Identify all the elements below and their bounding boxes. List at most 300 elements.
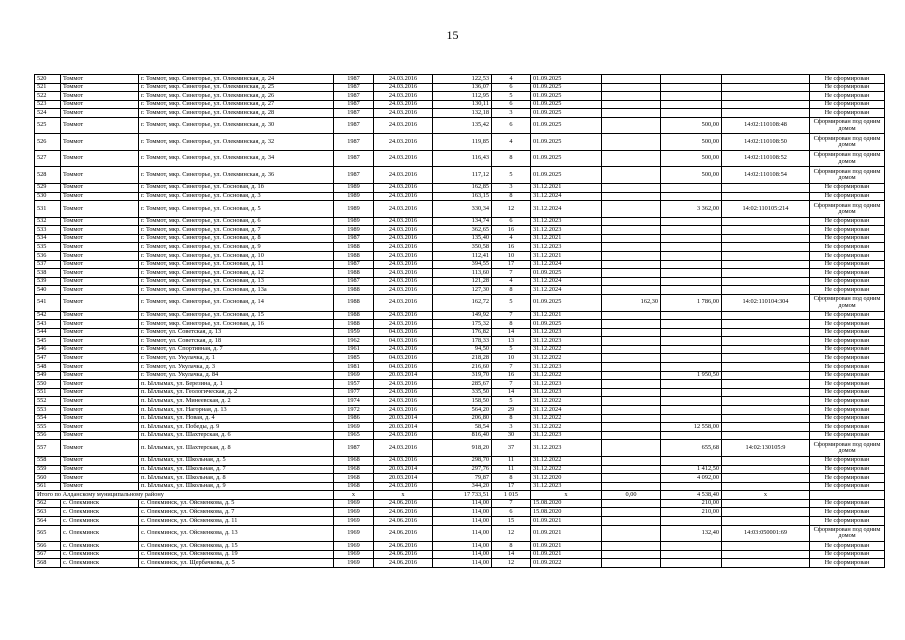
cell-no: 540 — [35, 286, 61, 295]
total-c10: 4 538,40 — [661, 491, 722, 500]
cell-deadline: 15.08.2020 — [531, 499, 602, 508]
cell-date: 24.03.2016 — [374, 134, 433, 151]
cell-addr: г. Томмот, мкр. Синегорье, ул. Олекминская, д. 28 — [139, 109, 334, 118]
cell-n: 5 — [492, 397, 531, 406]
cell-c9 — [602, 337, 661, 346]
cell-loc: с. Олекминск — [61, 525, 139, 542]
cell-date: 24.03.2016 — [374, 406, 433, 415]
table-row — [35, 320, 885, 329]
cell-no: 556 — [35, 431, 61, 440]
cell-c9 — [602, 134, 661, 151]
cell-c10 — [661, 388, 722, 397]
table-row — [35, 117, 885, 134]
cell-area: 350,58 — [433, 243, 492, 252]
cell-loc: Томмот — [61, 388, 139, 397]
cell-no: 558 — [35, 456, 61, 465]
cell-year: 1969 — [334, 550, 374, 559]
cell-c10 — [661, 192, 722, 201]
cell-loc: Томмот — [61, 456, 139, 465]
table-row — [35, 431, 885, 440]
table-row — [35, 328, 885, 337]
cell-date: 24.03.2016 — [374, 183, 433, 192]
cell-loc: Томмот — [61, 226, 139, 235]
cell-n: 15 — [492, 517, 531, 526]
cell-year: 1988 — [334, 311, 374, 320]
cell-area: 163,15 — [433, 192, 492, 201]
cell-c11 — [722, 508, 810, 517]
cell-area: 79,87 — [433, 474, 492, 483]
cell-c9 — [602, 397, 661, 406]
cell-area: 216,60 — [433, 363, 492, 372]
cell-loc: Томмот — [61, 134, 139, 151]
cell-date: 24.03.2016 — [374, 100, 433, 109]
cell-n: 4 — [492, 134, 531, 151]
cell-c9 — [602, 109, 661, 118]
cell-c9 — [602, 482, 661, 491]
cell-c9 — [602, 371, 661, 380]
cell-addr: г. Томмот, ул. Советская, д. 13 — [139, 328, 334, 337]
cell-c9 — [602, 499, 661, 508]
cell-date: 24.03.2016 — [374, 109, 433, 118]
cell-deadline: 01.09.2022 — [531, 559, 602, 568]
cell-c9 — [602, 192, 661, 201]
cell-n: 4 — [492, 75, 531, 84]
cell-c10: 1 950,50 — [661, 371, 722, 380]
cell-c11: 14:02:130105:9 — [722, 440, 810, 457]
cell-loc: Томмот — [61, 92, 139, 101]
cell-n: 29 — [492, 406, 531, 415]
cell-status: Не сформирован — [810, 286, 885, 295]
cell-c10 — [661, 260, 722, 269]
cell-status: Не сформирован — [810, 406, 885, 415]
cell-c10 — [661, 83, 722, 92]
cell-c10 — [661, 328, 722, 337]
cell-status: Не сформирован — [810, 192, 885, 201]
cell-c11: 14:02:110108:50 — [722, 134, 810, 151]
cell-status: Не сформирован — [810, 345, 885, 354]
cell-c9 — [602, 167, 661, 184]
cell-date: 24.03.2016 — [374, 388, 433, 397]
cell-c10: 1 412,50 — [661, 465, 722, 474]
table-row — [35, 226, 885, 235]
cell-addr: г. Томмот, мкр. Синегорье, ул. Сосновая, д. 11 — [139, 260, 334, 269]
cell-c10 — [661, 109, 722, 118]
cell-c9 — [602, 380, 661, 389]
cell-deadline: 01.09.2025 — [531, 92, 602, 101]
cell-year: 1987 — [334, 83, 374, 92]
cell-date: 24.03.2016 — [374, 380, 433, 389]
cell-year: 1988 — [334, 320, 374, 329]
cell-no: 566 — [35, 542, 61, 551]
cell-n: 8 — [492, 320, 531, 329]
cell-year: 1959 — [334, 328, 374, 337]
cell-no: 564 — [35, 517, 61, 526]
cell-year: 1988 — [334, 295, 374, 312]
cell-c10 — [661, 542, 722, 551]
cell-deadline: 31.12.2022 — [531, 345, 602, 354]
cell-loc: Томмот — [61, 431, 139, 440]
cell-c10 — [661, 517, 722, 526]
cell-year: 1957 — [334, 380, 374, 389]
cell-c10 — [661, 456, 722, 465]
cell-c9 — [602, 508, 661, 517]
total-year: х — [334, 491, 374, 500]
cell-year: 1989 — [334, 183, 374, 192]
table-row — [35, 109, 885, 118]
table-row — [35, 311, 885, 320]
cell-c9 — [602, 456, 661, 465]
cell-no: 551 — [35, 388, 61, 397]
cell-addr: г. Томмот, мкр. Синегорье, ул. Сосновая, д. 8 — [139, 234, 334, 243]
cell-c9 — [602, 260, 661, 269]
table-row — [35, 508, 885, 517]
cell-loc: Томмот — [61, 474, 139, 483]
cell-area: 135,42 — [433, 117, 492, 134]
table-row — [35, 525, 885, 542]
cell-no: 521 — [35, 83, 61, 92]
cell-deadline: 01.09.2025 — [531, 100, 602, 109]
cell-area: 116,43 — [433, 150, 492, 167]
cell-year: 1987 — [334, 134, 374, 151]
cell-c10 — [661, 559, 722, 568]
cell-loc: Томмот — [61, 328, 139, 337]
cell-loc: Томмот — [61, 75, 139, 84]
cell-n: 8 — [492, 286, 531, 295]
cell-c11 — [722, 371, 810, 380]
cell-c9 — [602, 92, 661, 101]
cell-c11 — [722, 320, 810, 329]
cell-c10 — [661, 550, 722, 559]
cell-c10 — [661, 234, 722, 243]
cell-n: 6 — [492, 217, 531, 226]
table-row — [35, 269, 885, 278]
cell-deadline: 01.09.2025 — [531, 117, 602, 134]
cell-c10: 1 786,00 — [661, 295, 722, 312]
cell-no: 538 — [35, 269, 61, 278]
cell-date: 24.03.2016 — [374, 201, 433, 218]
cell-c9 — [602, 559, 661, 568]
cell-date: 24.03.2016 — [374, 311, 433, 320]
cell-year: 1987 — [334, 117, 374, 134]
cell-n: 5 — [492, 345, 531, 354]
cell-status: Не сформирован — [810, 243, 885, 252]
cell-c9 — [602, 423, 661, 432]
cell-addr: г. Томмот, мкр. Синегорье, ул. Сосновая, д. 5 — [139, 201, 334, 218]
cell-status: Не сформирован — [810, 269, 885, 278]
cell-no: 526 — [35, 134, 61, 151]
cell-year: 1969 — [334, 508, 374, 517]
cell-status: Не сформирован — [810, 183, 885, 192]
cell-c10 — [661, 406, 722, 415]
cell-addr: п. Ыллымах, ул. Победы, д. 9 — [139, 423, 334, 432]
cell-status: Не сформирован — [810, 380, 885, 389]
cell-loc: Томмот — [61, 252, 139, 261]
cell-deadline: 01.09.2025 — [531, 269, 602, 278]
cell-date: 04.03.2016 — [374, 337, 433, 346]
table-row — [35, 234, 885, 243]
cell-c11 — [722, 109, 810, 118]
cell-year: 1969 — [334, 525, 374, 542]
cell-addr: п. Ыллымах, ул. Нагорная, д. 13 — [139, 406, 334, 415]
cell-c9 — [602, 286, 661, 295]
cell-c11 — [722, 83, 810, 92]
cell-area: 162,85 — [433, 183, 492, 192]
cell-c10 — [661, 397, 722, 406]
cell-addr: г. Томмот, мкр. Синегорье, ул. Сосновая, д. 12 — [139, 269, 334, 278]
table-row — [35, 474, 885, 483]
cell-area: 114,00 — [433, 542, 492, 551]
cell-no: 546 — [35, 345, 61, 354]
cell-n: 4 — [492, 234, 531, 243]
cell-n: 16 — [492, 226, 531, 235]
cell-area: 218,28 — [433, 354, 492, 363]
cell-loc: Томмот — [61, 183, 139, 192]
cell-c11 — [722, 75, 810, 84]
cell-date: 24.03.2016 — [374, 397, 433, 406]
cell-c11: 14:03:050001:69 — [722, 525, 810, 542]
cell-n: 13 — [492, 337, 531, 346]
cell-c9 — [602, 345, 661, 354]
cell-loc: Томмот — [61, 371, 139, 380]
cell-n: 7 — [492, 499, 531, 508]
cell-status: Не сформирован — [810, 277, 885, 286]
cell-n: 8 — [492, 542, 531, 551]
cell-area: 135,40 — [433, 234, 492, 243]
cell-n: 7 — [492, 311, 531, 320]
cell-n: 5 — [492, 295, 531, 312]
cell-c9 — [602, 83, 661, 92]
cell-area: 178,33 — [433, 337, 492, 346]
cell-n: 11 — [492, 456, 531, 465]
cell-loc: Томмот — [61, 440, 139, 457]
cell-c9 — [602, 252, 661, 261]
cell-n: 7 — [492, 269, 531, 278]
cell-c11 — [722, 363, 810, 372]
cell-c11 — [722, 311, 810, 320]
cell-c10 — [661, 286, 722, 295]
cell-area: 114,00 — [433, 525, 492, 542]
cell-loc: Томмот — [61, 295, 139, 312]
cell-date: 20.03.2014 — [374, 423, 433, 432]
cell-n: 8 — [492, 474, 531, 483]
cell-area: 335,50 — [433, 388, 492, 397]
table-row — [35, 559, 885, 568]
table-row — [35, 371, 885, 380]
cell-area: 121,28 — [433, 277, 492, 286]
cell-year: 1988 — [334, 269, 374, 278]
cell-c10 — [661, 354, 722, 363]
cell-deadline: 15.08.2020 — [531, 508, 602, 517]
cell-c10 — [661, 100, 722, 109]
cell-status: Не сформирован — [810, 559, 885, 568]
cell-date: 24.03.2016 — [374, 75, 433, 84]
cell-date: 24.03.2016 — [374, 226, 433, 235]
cell-area: 918,20 — [433, 440, 492, 457]
cell-c10 — [661, 320, 722, 329]
cell-year: 1987 — [334, 150, 374, 167]
cell-c11: 14:02:110108:48 — [722, 117, 810, 134]
cell-area: 162,72 — [433, 295, 492, 312]
cell-n: 3 — [492, 183, 531, 192]
cell-year: 1962 — [334, 337, 374, 346]
cell-n: 7 — [492, 363, 531, 372]
table-row — [35, 100, 885, 109]
cell-no: 530 — [35, 192, 61, 201]
cell-c9 — [602, 117, 661, 134]
cell-status: Не сформирован — [810, 482, 885, 491]
cell-c11 — [722, 92, 810, 101]
table-row — [35, 465, 885, 474]
cell-area: 319,70 — [433, 371, 492, 380]
cell-year: 1987 — [334, 260, 374, 269]
cell-c10 — [661, 243, 722, 252]
cell-no: 544 — [35, 328, 61, 337]
cell-loc: Томмот — [61, 243, 139, 252]
cell-c10 — [661, 269, 722, 278]
cell-c11 — [722, 474, 810, 483]
cell-addr: п. Ыллымах, ул. Шахтерская, д. 8 — [139, 440, 334, 457]
cell-loc: Томмот — [61, 269, 139, 278]
cell-area: 285,67 — [433, 380, 492, 389]
cell-addr: п. Ыллымах, ул. Минеевская, д. 2 — [139, 397, 334, 406]
cell-loc: Томмот — [61, 167, 139, 184]
table-row — [35, 286, 885, 295]
cell-no: 548 — [35, 363, 61, 372]
cell-deadline: 01.09.2025 — [531, 320, 602, 329]
cell-c10 — [661, 277, 722, 286]
cell-n: 14 — [492, 550, 531, 559]
cell-n: 8 — [492, 414, 531, 423]
cell-area: 330,34 — [433, 201, 492, 218]
cell-date: 24.03.2016 — [374, 269, 433, 278]
cell-n: 6 — [492, 508, 531, 517]
cell-addr: с. Олекминск, ул. Ойсменкова, д. 11 — [139, 517, 334, 526]
cell-deadline: 01.09.2025 — [531, 109, 602, 118]
cell-status: Не сформирован — [810, 363, 885, 372]
cell-addr: г. Томмот, мкр. Синегорье, ул. Олекминская, д. 30 — [139, 117, 334, 134]
cell-c10 — [661, 363, 722, 372]
cell-addr: г. Томмот, мкр. Синегорье, ул. Сосновая, д. 3 — [139, 192, 334, 201]
cell-status: Не сформирован — [810, 508, 885, 517]
cell-addr: п. Ыллымах, ул. Школьная, д. 7 — [139, 465, 334, 474]
cell-addr: г. Томмот, мкр. Синегорье, ул. Сосновая, д. 13 — [139, 277, 334, 286]
total-deadline: х — [531, 491, 602, 500]
cell-c11: 14:02:110108:54 — [722, 167, 810, 184]
cell-status: Не сформирован — [810, 83, 885, 92]
cell-c10 — [661, 226, 722, 235]
cell-deadline: 01.09.2025 — [531, 134, 602, 151]
cell-addr: с. Олекминск, ул. Ойсменкова, д. 7 — [139, 508, 334, 517]
cell-loc: Томмот — [61, 277, 139, 286]
cell-date: 20.03.2014 — [374, 465, 433, 474]
cell-status: Не сформирован — [810, 260, 885, 269]
cell-loc: Томмот — [61, 83, 139, 92]
cell-date: 24.06.2016 — [374, 517, 433, 526]
cell-year: 1969 — [334, 371, 374, 380]
cell-year: 1968 — [334, 456, 374, 465]
table-row — [35, 192, 885, 201]
cell-status: Не сформирован — [810, 92, 885, 101]
cell-c11 — [722, 345, 810, 354]
cell-date: 24.03.2016 — [374, 243, 433, 252]
cell-c11 — [722, 328, 810, 337]
cell-loc: с. Олекминск — [61, 559, 139, 568]
cell-loc: с. Олекминск — [61, 517, 139, 526]
cell-date: 24.03.2016 — [374, 192, 433, 201]
cell-c9 — [602, 269, 661, 278]
cell-c10 — [661, 183, 722, 192]
cell-deadline: 31.12.2022 — [531, 397, 602, 406]
cell-n: 4 — [492, 277, 531, 286]
table-row — [35, 183, 885, 192]
cell-loc: с. Олекминск — [61, 508, 139, 517]
cell-c9 — [602, 406, 661, 415]
cell-year: 1987 — [334, 440, 374, 457]
cell-status: Не сформирован — [810, 252, 885, 261]
cell-no: 553 — [35, 406, 61, 415]
cell-c11 — [722, 559, 810, 568]
table-row — [35, 354, 885, 363]
cell-c9 — [602, 100, 661, 109]
cell-loc: с. Олекминск — [61, 542, 139, 551]
cell-deadline: 31.12.2023 — [531, 337, 602, 346]
cell-no: 523 — [35, 100, 61, 109]
cell-status: Не сформирован — [810, 414, 885, 423]
cell-area: 564,20 — [433, 406, 492, 415]
cell-deadline: 31.12.2022 — [531, 354, 602, 363]
table-row — [35, 92, 885, 101]
cell-date: 24.03.2016 — [374, 277, 433, 286]
cell-c9 — [602, 414, 661, 423]
cell-no: 525 — [35, 117, 61, 134]
table-row — [35, 75, 885, 84]
cell-n: 7 — [492, 380, 531, 389]
cell-c10 — [661, 92, 722, 101]
cell-no: 539 — [35, 277, 61, 286]
cell-year: 1987 — [334, 100, 374, 109]
cell-date: 24.03.2016 — [374, 83, 433, 92]
cell-area: 114,00 — [433, 508, 492, 517]
cell-c9 — [602, 363, 661, 372]
cell-n: 3 — [492, 109, 531, 118]
cell-loc: Томмот — [61, 217, 139, 226]
cell-deadline: 31.12.2024 — [531, 277, 602, 286]
cell-c9 — [602, 388, 661, 397]
cell-c9 — [602, 542, 661, 551]
cell-deadline: 31.12.2023 — [531, 431, 602, 440]
cell-year: 1968 — [334, 465, 374, 474]
cell-status: Не сформирован — [810, 109, 885, 118]
cell-loc: Томмот — [61, 311, 139, 320]
cell-c10: 500,00 — [661, 150, 722, 167]
cell-n: 6 — [492, 83, 531, 92]
cell-deadline: 31.12.2022 — [531, 465, 602, 474]
cell-c10 — [661, 217, 722, 226]
cell-loc: Томмот — [61, 260, 139, 269]
cell-c10 — [661, 431, 722, 440]
total-date: х — [374, 491, 433, 500]
cell-c11 — [722, 388, 810, 397]
cell-status: Не сформирован — [810, 388, 885, 397]
table-row — [35, 150, 885, 167]
cell-year: 1987 — [334, 92, 374, 101]
cell-deadline: 31.12.2023 — [531, 388, 602, 397]
cell-status: Не сформирован — [810, 371, 885, 380]
cell-loc: Томмот — [61, 423, 139, 432]
table-row — [35, 406, 885, 415]
cell-c11 — [722, 499, 810, 508]
cell-deadline: 31.12.2022 — [531, 456, 602, 465]
